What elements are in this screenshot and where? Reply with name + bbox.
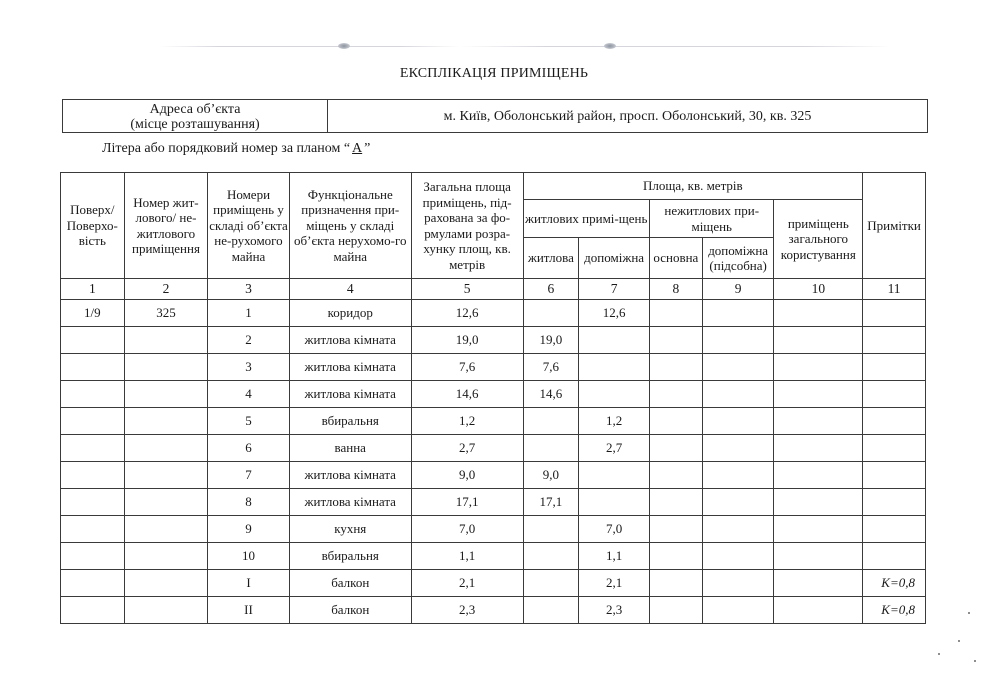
cell-common-use xyxy=(774,300,863,327)
cell-nonres-aux xyxy=(702,408,774,435)
cell-unit-number xyxy=(124,381,208,408)
punch-hole-mark xyxy=(338,43,350,49)
header-floor: Поверх/ Поверхо-вість xyxy=(61,173,125,279)
header-residential-living: житлова xyxy=(523,238,579,279)
cell-function: житлова кімната xyxy=(289,489,411,516)
cell-common-use xyxy=(774,354,863,381)
cell-function: житлова кімната xyxy=(289,462,411,489)
header-nonresidential-aux: допоміжна (підсобна) xyxy=(702,238,774,279)
table-row xyxy=(61,327,926,354)
column-number: 7 xyxy=(579,279,650,300)
cell-common-use xyxy=(774,543,863,570)
cell-function: житлова кімната xyxy=(289,327,411,354)
header-nonresidential-group: нежитлових при-міщень xyxy=(649,200,774,238)
cell-aux-area xyxy=(579,354,650,381)
cell-nonres-main xyxy=(649,597,702,624)
header-residential-aux: допоміжна xyxy=(579,238,650,279)
litera-suffix: ” xyxy=(364,141,371,156)
cell-unit-number xyxy=(124,543,208,570)
cell-floor xyxy=(61,435,125,462)
cell-aux-area xyxy=(579,327,650,354)
cell-total-area: 2,7 xyxy=(411,435,523,462)
table-row xyxy=(61,408,926,435)
cell-floor xyxy=(61,462,125,489)
cell-aux-area: 12,6 xyxy=(579,300,650,327)
cell-floor xyxy=(61,516,125,543)
cell-living-area xyxy=(523,543,579,570)
cell-total-area: 14,6 xyxy=(411,381,523,408)
table-row xyxy=(61,570,926,597)
cell-room-number: 2 xyxy=(208,327,289,354)
cell-common-use xyxy=(774,435,863,462)
header-total-area: Загальна площа приміщень, під-рахована за фо-рмулами розра-хунку площ, кв. метрів xyxy=(411,173,523,279)
header-function: Функціональне призначення при-міщень у складі об’єкта нерухомо-го майна xyxy=(289,173,411,279)
column-number-row xyxy=(61,279,926,300)
address-table xyxy=(62,99,928,133)
cell-living-area xyxy=(523,408,579,435)
cell-aux-area xyxy=(579,489,650,516)
address-value: м. Київ, Оболонський район, просп. Оболонський, 30, кв. 325 xyxy=(328,100,928,133)
cell-notes xyxy=(863,435,926,462)
table-row xyxy=(61,516,926,543)
column-number: 5 xyxy=(411,279,523,300)
cell-living-area: 17,1 xyxy=(523,489,579,516)
cell-notes xyxy=(863,489,926,516)
cell-notes xyxy=(863,300,926,327)
table-row xyxy=(61,435,926,462)
cell-function: житлова кімната xyxy=(289,381,411,408)
cell-floor xyxy=(61,543,125,570)
cell-aux-area: 7,0 xyxy=(579,516,650,543)
cell-room-number: 6 xyxy=(208,435,289,462)
cell-function: балкон xyxy=(289,597,411,624)
cell-unit-number xyxy=(124,327,208,354)
address-label xyxy=(63,100,328,133)
scan-artifact-line xyxy=(460,46,890,47)
cell-unit-number xyxy=(124,462,208,489)
cell-unit-number xyxy=(124,435,208,462)
cell-nonres-aux xyxy=(702,516,774,543)
cell-total-area: 12,6 xyxy=(411,300,523,327)
cell-function: житлова кімната xyxy=(289,354,411,381)
header-common-use: приміщень загального користування xyxy=(774,200,863,279)
cell-nonres-main xyxy=(649,489,702,516)
cell-unit-number xyxy=(124,408,208,435)
scan-speck xyxy=(938,653,940,655)
litera-value: А xyxy=(352,141,363,156)
header-unit-number: Номер жит-лового/ не-житлового приміщення xyxy=(124,173,208,279)
header-room-numbers: Номери приміщень у складі об’єкта не-рухомого майна xyxy=(208,173,289,279)
scan-artifact-line xyxy=(160,46,460,47)
cell-nonres-aux xyxy=(702,300,774,327)
cell-nonres-aux xyxy=(702,489,774,516)
table-row xyxy=(61,354,926,381)
column-number: 3 xyxy=(208,279,289,300)
scan-speck xyxy=(968,612,970,614)
cell-nonres-main xyxy=(649,462,702,489)
header-residential-group: житлових примі-щень xyxy=(523,200,649,238)
cell-room-number: 7 xyxy=(208,462,289,489)
cell-total-area: 7,6 xyxy=(411,354,523,381)
cell-common-use xyxy=(774,462,863,489)
cell-common-use xyxy=(774,597,863,624)
cell-notes xyxy=(863,327,926,354)
cell-nonres-main xyxy=(649,408,702,435)
cell-common-use xyxy=(774,408,863,435)
cell-nonres-main xyxy=(649,300,702,327)
cell-total-area: 19,0 xyxy=(411,327,523,354)
cell-nonres-aux xyxy=(702,381,774,408)
punch-hole-mark xyxy=(604,43,616,49)
cell-common-use xyxy=(774,327,863,354)
cell-floor xyxy=(61,327,125,354)
cell-nonres-main xyxy=(649,327,702,354)
cell-room-number: 10 xyxy=(208,543,289,570)
cell-total-area: 7,0 xyxy=(411,516,523,543)
cell-room-number: 9 xyxy=(208,516,289,543)
cell-unit-number: 325 xyxy=(124,300,208,327)
cell-floor xyxy=(61,489,125,516)
cell-total-area: 1,1 xyxy=(411,543,523,570)
cell-function: балкон xyxy=(289,570,411,597)
explication-table xyxy=(60,172,926,624)
cell-aux-area: 2,3 xyxy=(579,597,650,624)
cell-room-number: 3 xyxy=(208,354,289,381)
table-row xyxy=(61,597,926,624)
cell-nonres-aux xyxy=(702,435,774,462)
cell-nonres-aux xyxy=(702,597,774,624)
cell-common-use xyxy=(774,516,863,543)
cell-room-number: 4 xyxy=(208,381,289,408)
cell-nonres-aux xyxy=(702,462,774,489)
cell-living-area xyxy=(523,516,579,543)
cell-notes xyxy=(863,354,926,381)
cell-total-area: 17,1 xyxy=(411,489,523,516)
cell-function: вбиральня xyxy=(289,408,411,435)
cell-floor: 1/9 xyxy=(61,300,125,327)
cell-room-number: I xyxy=(208,570,289,597)
column-number: 8 xyxy=(649,279,702,300)
cell-nonres-main xyxy=(649,543,702,570)
column-number: 4 xyxy=(289,279,411,300)
table-row xyxy=(61,543,926,570)
cell-nonres-main xyxy=(649,516,702,543)
cell-total-area: 9,0 xyxy=(411,462,523,489)
cell-unit-number xyxy=(124,570,208,597)
cell-function: вбиральня xyxy=(289,543,411,570)
cell-notes xyxy=(863,543,926,570)
cell-unit-number xyxy=(124,489,208,516)
cell-room-number: 5 xyxy=(208,408,289,435)
cell-nonres-aux xyxy=(702,570,774,597)
cell-total-area: 1,2 xyxy=(411,408,523,435)
header-nonresidential-main: основна xyxy=(649,238,702,279)
cell-function: кухня xyxy=(289,516,411,543)
address-label-line1: Адреса об’єкта xyxy=(149,101,241,117)
cell-unit-number xyxy=(124,354,208,381)
scan-speck xyxy=(974,660,976,662)
cell-nonres-main xyxy=(649,435,702,462)
cell-total-area: 2,1 xyxy=(411,570,523,597)
cell-floor xyxy=(61,570,125,597)
cell-aux-area xyxy=(579,462,650,489)
column-number: 11 xyxy=(863,279,926,300)
column-number: 10 xyxy=(774,279,863,300)
cell-floor xyxy=(61,597,125,624)
cell-living-area xyxy=(523,597,579,624)
cell-aux-area xyxy=(579,381,650,408)
cell-floor xyxy=(61,381,125,408)
cell-nonres-main xyxy=(649,570,702,597)
cell-floor xyxy=(61,408,125,435)
document-title: ЕКСПЛІКАЦІЯ ПРИМІЩЕНЬ xyxy=(399,66,589,81)
cell-aux-area: 2,1 xyxy=(579,570,650,597)
cell-living-area xyxy=(523,435,579,462)
cell-nonres-main xyxy=(649,354,702,381)
cell-living-area xyxy=(523,570,579,597)
cell-living-area: 7,6 xyxy=(523,354,579,381)
table-row xyxy=(61,489,926,516)
column-number: 2 xyxy=(124,279,208,300)
cell-notes xyxy=(863,381,926,408)
cell-nonres-aux xyxy=(702,327,774,354)
litera-prefix: Літера або порядковий номер за планом “ xyxy=(102,141,351,156)
cell-living-area: 14,6 xyxy=(523,381,579,408)
cell-common-use xyxy=(774,570,863,597)
cell-living-area: 19,0 xyxy=(523,327,579,354)
cell-notes xyxy=(863,408,926,435)
cell-nonres-main xyxy=(649,381,702,408)
cell-notes xyxy=(863,462,926,489)
cell-common-use xyxy=(774,489,863,516)
scan-speck xyxy=(958,640,960,642)
cell-common-use xyxy=(774,381,863,408)
cell-living-area xyxy=(523,300,579,327)
cell-unit-number xyxy=(124,597,208,624)
cell-room-number: II xyxy=(208,597,289,624)
cell-total-area: 2,3 xyxy=(411,597,523,624)
cell-notes xyxy=(863,516,926,543)
litera-line xyxy=(102,141,370,157)
table-row xyxy=(61,381,926,408)
cell-room-number: 8 xyxy=(208,489,289,516)
header-area-group: Площа, кв. метрів xyxy=(523,173,863,200)
cell-unit-number xyxy=(124,516,208,543)
cell-function: ванна xyxy=(289,435,411,462)
cell-room-number: 1 xyxy=(208,300,289,327)
cell-function: коридор xyxy=(289,300,411,327)
cell-living-area: 9,0 xyxy=(523,462,579,489)
cell-notes: K=0,8 xyxy=(863,570,926,597)
header-notes: Примітки xyxy=(863,173,926,279)
column-number: 9 xyxy=(702,279,774,300)
cell-floor xyxy=(61,354,125,381)
cell-nonres-aux xyxy=(702,354,774,381)
column-number: 1 xyxy=(61,279,125,300)
cell-nonres-aux xyxy=(702,543,774,570)
cell-notes: K=0,8 xyxy=(863,597,926,624)
table-row xyxy=(61,462,926,489)
table-row xyxy=(61,300,926,327)
cell-aux-area: 1,2 xyxy=(579,408,650,435)
address-label-line2: (місце розташування) xyxy=(130,116,260,132)
cell-aux-area: 2,7 xyxy=(579,435,650,462)
cell-aux-area: 1,1 xyxy=(579,543,650,570)
column-number: 6 xyxy=(523,279,579,300)
